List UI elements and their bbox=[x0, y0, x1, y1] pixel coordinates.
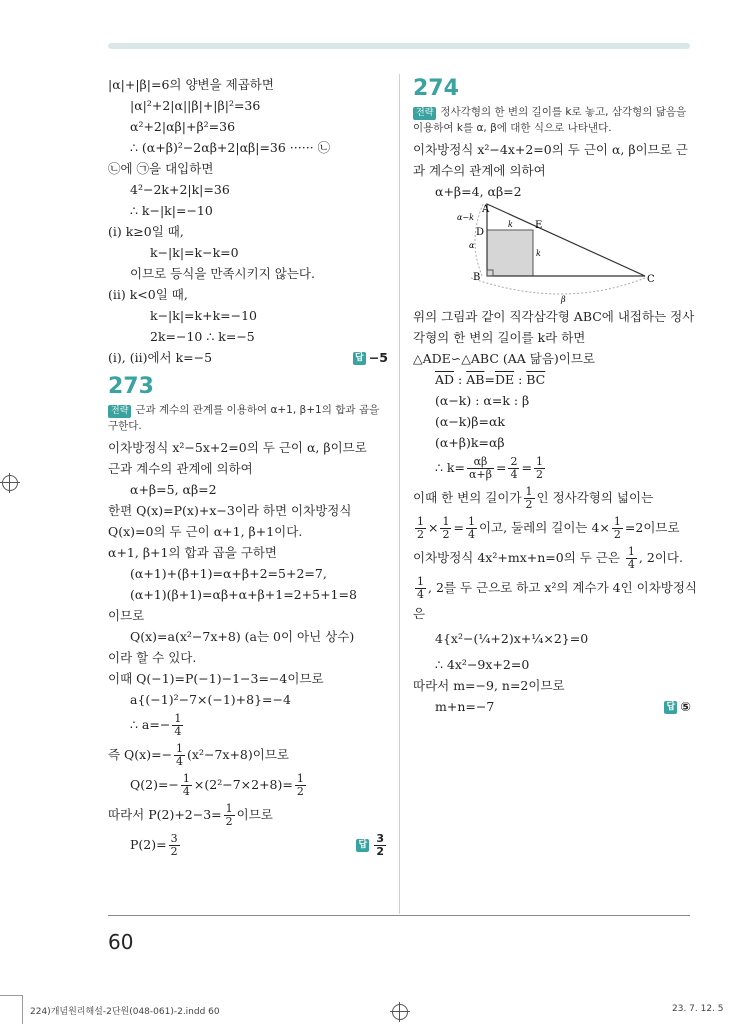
solution-line: ∴ (α+β)²−2αβ+2|αβ|=36 ······ ㉡ bbox=[130, 140, 331, 155]
solution-line: 4{x²−(¼+2)x+¼×2}=0 bbox=[435, 631, 589, 646]
strategy-text: 근과 계수의 관계를 이용하여 α+1, β+1의 합과 곱을 구한다. bbox=[108, 404, 380, 432]
solution-line: k−|k|=k−k=0 bbox=[150, 245, 239, 260]
strategy-273 bbox=[108, 402, 388, 434]
fraction bbox=[626, 546, 637, 571]
side-label-alpha: α bbox=[469, 241, 475, 250]
solution-line: (ⅰ) k≥0일 때, bbox=[108, 224, 184, 239]
solution-line: Q(x)=0의 두 근이 α+1, β+1이다. bbox=[108, 524, 303, 539]
label-e: E bbox=[535, 220, 543, 231]
solution-text: ×(2²−7×2+8)= bbox=[193, 777, 293, 792]
solution-text: 따라서 P(2)+2−3= bbox=[108, 807, 222, 822]
numerator: 2 bbox=[510, 455, 518, 468]
solution-text: , 2를 두 근으로 하고 x²의 계수가 4인 이차방정식 bbox=[428, 580, 698, 595]
answer-icon: 답 bbox=[353, 352, 366, 365]
solution-line: k−|k|=k+k=−10 bbox=[150, 308, 257, 323]
label-d: D bbox=[476, 227, 485, 238]
answer-274 bbox=[664, 696, 691, 717]
crop-mark bbox=[0, 995, 22, 996]
denominator: 2 bbox=[535, 468, 543, 481]
right-column bbox=[413, 74, 698, 717]
solution-text: m+n=−7 bbox=[435, 699, 495, 714]
solution-line: (α+β)k=αβ bbox=[435, 435, 505, 450]
alpha-brace bbox=[475, 204, 483, 278]
solution-line: ∴ k−|k|=−10 bbox=[130, 203, 213, 218]
solution-line: (α−k) : α=k : β bbox=[435, 393, 530, 408]
numerator: 1 bbox=[525, 485, 533, 498]
denominator: 2 bbox=[442, 528, 450, 541]
segment-bc: $\overline{BC}$ bbox=[526, 372, 546, 387]
solution-line: 각형의 한 변의 길이를 k라 하면 bbox=[413, 330, 586, 345]
solution-line: α+1, β+1의 합과 곱을 구하면 bbox=[108, 545, 277, 560]
solution-line: ㉡에 ㉠을 대입하면 bbox=[108, 161, 214, 176]
fraction bbox=[508, 456, 519, 481]
solution-line: (ⅱ) k<0일 때, bbox=[108, 287, 188, 302]
fraction bbox=[524, 486, 535, 511]
side-label-k-top: k bbox=[508, 220, 513, 229]
fraction bbox=[415, 516, 426, 541]
page-number: 60 bbox=[108, 930, 134, 954]
label-a: A bbox=[482, 204, 490, 215]
ratio-line: $\overline{AD}$ : $\overline{AB}=\overline{DE}$ : $\overline{BC}$ bbox=[435, 372, 546, 387]
solution-line: $\frac{1}{2}$ × $\frac{1}{2}$ = $\frac{1}{4}$ 이고, 둘레의 길이는 4× $\frac{1}{2}$ =2이므로 bbox=[417, 515, 680, 541]
numerator: αβ bbox=[467, 456, 494, 469]
left-column bbox=[108, 74, 388, 860]
denominator: 4 bbox=[176, 755, 184, 768]
solution-line bbox=[108, 830, 388, 860]
side-label-k-right: k bbox=[536, 249, 541, 258]
solution-line: |α|²+2|α||β|+|β|²=36 bbox=[130, 98, 261, 113]
answer-fraction bbox=[374, 833, 386, 858]
fraction bbox=[169, 833, 180, 858]
fraction bbox=[172, 713, 183, 738]
footer-date: 23. 7. 12. 5 bbox=[672, 1004, 724, 1014]
denominator: 2 bbox=[376, 845, 384, 858]
numerator: 1 bbox=[535, 455, 543, 468]
solution-line: 이므로 등식을 만족시키지 않는다. bbox=[130, 266, 315, 281]
fraction bbox=[295, 773, 306, 798]
solution-line: 과 계수의 관계에 의하여 bbox=[413, 163, 546, 178]
inscribed-square bbox=[487, 230, 533, 276]
denominator: 2 bbox=[417, 528, 424, 541]
solution-line: △ADE∽△ABC (AA 닮음)이므로 bbox=[413, 351, 596, 366]
solution-line: a{(−1)²−7×(−1)+8}=−4 bbox=[130, 692, 291, 707]
triangle-figure bbox=[413, 202, 691, 306]
solution-line bbox=[108, 347, 388, 368]
beta-brace bbox=[471, 278, 645, 294]
answer-272 bbox=[353, 347, 388, 368]
solution-line: 이차방정식 x²−4x+2=0의 두 근이 α, β이므로 근 bbox=[413, 142, 688, 157]
strategy-tag: 전략 bbox=[413, 107, 436, 120]
solution-line: α+β=4, αβ=2 bbox=[435, 184, 522, 199]
fraction bbox=[612, 516, 623, 541]
fraction bbox=[174, 743, 185, 768]
solution-line bbox=[413, 696, 691, 717]
numerator: 1 bbox=[417, 575, 424, 588]
denominator: 2 bbox=[296, 785, 304, 798]
label-c: C bbox=[647, 274, 655, 285]
solution-line: 근과 계수의 관계에 의하여 bbox=[108, 461, 253, 476]
solution-line bbox=[108, 710, 388, 740]
side-label-beta: β bbox=[561, 295, 566, 304]
denominator: 2 bbox=[170, 845, 178, 858]
side-label-alpha-minus-k: α−k bbox=[457, 213, 474, 222]
fraction bbox=[181, 773, 192, 798]
solution-line: |α|+|β|=6의 양변을 제곱하면 bbox=[108, 77, 274, 92]
solution-line: α+β=5, αβ=2 bbox=[130, 482, 217, 497]
header-bar bbox=[108, 43, 690, 49]
solution-line bbox=[413, 543, 691, 573]
solution-text: 즉 Q(x)=− bbox=[108, 747, 173, 762]
numerator: 1 bbox=[296, 772, 304, 785]
numerator: 1 bbox=[442, 515, 450, 528]
registration-mark-icon bbox=[2, 475, 18, 491]
solution-line bbox=[108, 800, 388, 830]
crop-mark bbox=[22, 995, 23, 1024]
solution-line: ∴ k= $\frac{\alpha\beta}{\alpha+\beta}$ = $\frac{2}{4}$ = $\frac{1}{2}$ bbox=[435, 455, 543, 481]
solution-line: 은 bbox=[413, 606, 426, 621]
solution-line: 따라서 m=−9, n=2이므로 bbox=[413, 678, 565, 693]
numerator: 1 bbox=[627, 545, 635, 558]
numerator: 1 bbox=[613, 515, 621, 528]
denominator: α+β bbox=[468, 468, 492, 481]
denominator: 2 bbox=[225, 815, 233, 828]
strategy-274 bbox=[413, 104, 691, 136]
solution-text: 이고, 둘레의 길이는 4× bbox=[478, 520, 610, 535]
numerator: 1 bbox=[467, 515, 475, 528]
registration-mark-icon bbox=[392, 1004, 408, 1020]
solution-text: , 2이다. bbox=[638, 550, 683, 565]
solution-line: 2k=−10 ∴ k=−5 bbox=[150, 329, 255, 344]
solution-line: 이때 Q(−1)=P(−1)−1−3=−4이므로 bbox=[108, 671, 324, 686]
fraction bbox=[224, 803, 235, 828]
label-b: B bbox=[473, 272, 481, 283]
solution-text: =2이므로 bbox=[624, 520, 680, 535]
denominator: 4 bbox=[627, 558, 635, 571]
numerator: 1 bbox=[182, 772, 190, 785]
solution-line: ∴ 4x²−9x+2=0 bbox=[435, 657, 530, 672]
denominator: 4 bbox=[467, 528, 475, 541]
numerator: 1 bbox=[176, 742, 184, 755]
solution-line: (α−k)β=αk bbox=[435, 414, 505, 429]
solution-text: 이므로 bbox=[236, 807, 273, 822]
fraction bbox=[534, 456, 545, 481]
numerator: 1 bbox=[174, 712, 182, 725]
solution-line: Q(x)=a(x²−7x+8) (a는 0이 아닌 상수) bbox=[130, 629, 355, 644]
solution-text: (x²−7x+8)이므로 bbox=[187, 747, 289, 762]
solution-line: 이차방정식 x²−5x+2=0의 두 근이 α, β이므로 bbox=[108, 440, 367, 455]
solution-line: 4²−2k+2|k|=36 bbox=[130, 182, 230, 197]
fraction bbox=[415, 576, 426, 601]
fraction bbox=[466, 516, 477, 541]
segment-ad: $\overline{AD}$ bbox=[435, 372, 455, 387]
segment-ab: $\overline{AB}$ bbox=[466, 372, 485, 387]
strategy-text: 정사각형의 한 변의 길이를 k로 놓고, 삼각형의 닮음을 이용하여 k를 α, β에 대한 식으로 나타낸다. bbox=[413, 106, 687, 134]
solution-line bbox=[108, 740, 388, 770]
denominator: 4 bbox=[182, 785, 190, 798]
denominator: 4 bbox=[417, 588, 424, 601]
denominator: 2 bbox=[525, 498, 533, 511]
numerator: 1 bbox=[417, 515, 424, 528]
footer-file-info: 224)개념원리해설-2단원(048-061)-2.indd 60 bbox=[30, 1007, 220, 1017]
denominator: 2 bbox=[613, 528, 621, 541]
answer-icon: 답 bbox=[356, 839, 369, 852]
answer-value: −5 bbox=[368, 350, 388, 365]
solution-text: ∴ k= bbox=[435, 460, 465, 475]
numerator: 1 bbox=[225, 802, 233, 815]
solution-text: 이때 한 변의 길이가 bbox=[413, 490, 522, 505]
solution-line bbox=[413, 573, 698, 603]
solution-line: (α+1)(β+1)=αβ+α+β+1=2+5+1=8 bbox=[130, 587, 357, 602]
answer-273 bbox=[356, 830, 388, 860]
answer-icon: 답 bbox=[664, 701, 677, 714]
solution-text: ∴ a=− bbox=[130, 717, 171, 732]
solution-text: 인 정사각형의 넓이는 bbox=[536, 490, 654, 505]
solution-text: Q(2)=− bbox=[130, 777, 179, 792]
denominator: 4 bbox=[174, 725, 182, 738]
denominator: 4 bbox=[510, 468, 518, 481]
solution-line bbox=[108, 770, 388, 800]
column-divider bbox=[399, 74, 400, 914]
solution-text: (ⅰ), (ⅱ)에서 k=−5 bbox=[108, 350, 213, 365]
problem-number-274: 274 bbox=[413, 76, 459, 101]
solution-line: 이라 할 수 있다. bbox=[108, 650, 197, 665]
problem-number-273: 273 bbox=[108, 374, 154, 399]
solution-line: 한편 Q(x)=P(x)+x−3이라 하면 이차방정식 bbox=[108, 503, 352, 518]
answer-value: ⑤ bbox=[680, 699, 691, 714]
solution-line: 이므로 bbox=[108, 608, 145, 623]
solution-line: (α+1)+(β+1)=α+β+2=5+2=7, bbox=[130, 566, 327, 581]
numerator: 3 bbox=[376, 832, 384, 845]
solution-line: α²+2|αβ|+β²=36 bbox=[130, 119, 236, 134]
solution-line bbox=[413, 483, 691, 513]
solution-text: 이차방정식 4x²+mx+n=0의 두 근은 bbox=[413, 550, 620, 565]
fraction bbox=[440, 516, 451, 541]
numerator: 3 bbox=[170, 832, 178, 845]
strategy-tag: 전략 bbox=[108, 405, 131, 418]
fraction bbox=[467, 456, 494, 481]
bottom-rule bbox=[108, 915, 690, 916]
solution-text: P(2)= bbox=[130, 837, 167, 852]
solution-line: 위의 그림과 같이 직각삼각형 ABC에 내접하는 정사 bbox=[413, 309, 695, 324]
segment-de: $\overline{DE}$ bbox=[494, 372, 515, 387]
